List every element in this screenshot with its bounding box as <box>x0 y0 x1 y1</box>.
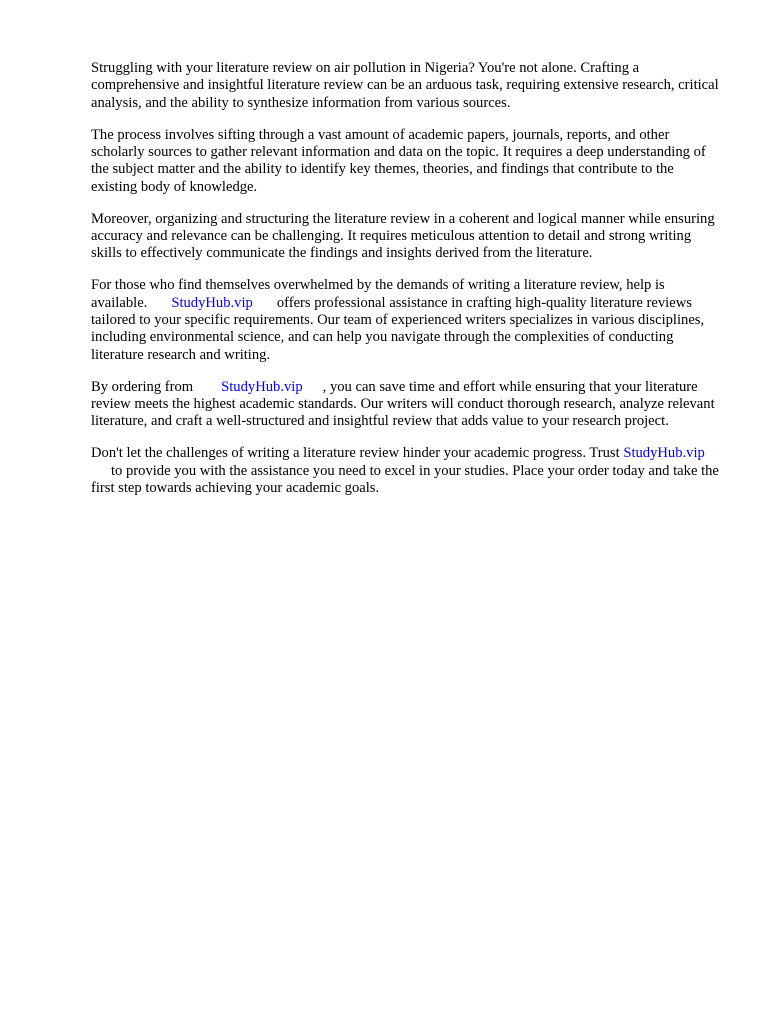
paragraph-closing-text-after: to provide you with the assistance you need to excel in your studies. Place your order today and take the first step towards achieving your academic goals. <box>91 462 719 497</box>
paragraph-process <box>91 127 723 197</box>
paragraph-structure <box>91 211 723 263</box>
paragraph-intro-text: Struggling with your literature review on air pollution in Nigeria? You're not alone. Crafting a comprehensive and insightful literature review can be an arduous task, requiring extensive research, critical analysis, and the ability to synthesize information from various sources. <box>91 60 719 111</box>
paragraph-closing <box>91 445 723 497</box>
document-body <box>91 60 723 512</box>
studyhub-link[interactable]: StudyHub.vip <box>623 445 705 462</box>
paragraph-ordering <box>91 379 723 431</box>
studyhub-link[interactable]: StudyHub.vip <box>221 378 303 395</box>
paragraph-process-text: The process involves sifting through a vast amount of academic papers, journals, reports, and other scholarly sources to gather relevant information and data on the topic. It requires a deep understanding of the subject matter and the ability to identify key themes, theories, and findings that contribute to the existing body of knowledge. <box>91 126 706 195</box>
studyhub-link[interactable]: StudyHub.vip <box>171 294 253 311</box>
paragraph-intro <box>91 60 723 112</box>
paragraph-closing-text-before: Don't let the challenges of writing a literature review hinder your academic progress. Trust <box>91 445 620 462</box>
paragraph-ordering-text-before: By ordering from <box>91 378 194 395</box>
paragraph-ordering-text-after: , you can save time and effort while ensuring that your literature review meets the highest academic standards. Our writers will conduct thorough research, analyze relevant literature, and craft a well-structured and insightful review that adds value to your research project. <box>91 378 715 430</box>
paragraph-help-text-before: For those who find themselves overwhelmed by the demands of writing a literature review, help is available. <box>91 277 665 311</box>
paragraph-structure-text: Moreover, organizing and structuring the literature review in a coherent and logical manner while ensuring accuracy and relevance can be challenging. It requires meticulous attention to detail and strong writing skills to effectively communicate the findings and insights derived from the literature. <box>91 210 715 262</box>
paragraph-help <box>91 277 723 364</box>
paragraph-help-text-after: offers professional assistance in crafting high-quality literature reviews tailored to your specific requirements. Our team of experienced writers specializes in various disciplines, including environmental science, and can help you navigate through the complexities of conducting literature research and writing. <box>91 294 705 363</box>
